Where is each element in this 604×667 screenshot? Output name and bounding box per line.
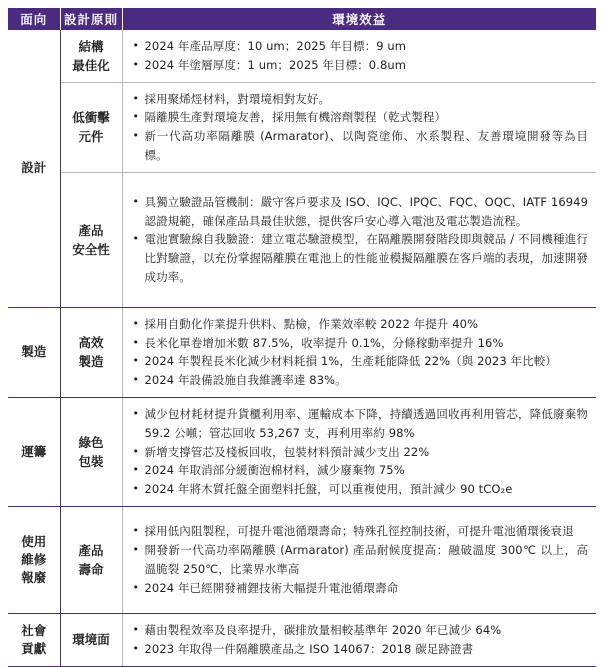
- benefit-cell: [122, 506, 596, 613]
- list-item: • 新一代高功率隔離膜 (Armarator)、以陶瓷塗佈、水系製程、友善環境開發等為目標。: [133, 127, 589, 165]
- principle-structure-optimization: 結構 最佳化: [60, 30, 122, 82]
- list-item: • 採用自動化作業提升供料、點檢，作業效率較 2022 年提升 40%: [133, 315, 589, 334]
- table-row: [8, 506, 596, 613]
- category-design: 設計: [8, 30, 60, 307]
- table-row: [8, 397, 596, 506]
- header-principle: 設計原則: [60, 8, 122, 30]
- list-item: • 減少包材耗材提升貨櫃利用率、運輸成本下降，持續透過回收再利用管芯，降低廢棄物 59.2 公噸；管芯回收 53,267 支，再利用率約 98%: [133, 405, 589, 443]
- principle-efficient-manufacturing: 高效 製造: [60, 307, 122, 397]
- list-item: • 2024 年製程長米化減少材料耗損 1%，生產耗能降低 22%（與 2023 年比較）: [133, 352, 589, 371]
- principle-product-lifespan: 產品 壽命: [60, 506, 122, 613]
- list-item: • 具獨立驗證品管機制：嚴守客戶要求及 ISO、IQC、IPQC、FQC、OQC、IATF 16949 認證規範，確保產品具最佳狀態，提供客戶安心導入電池及電芯製造流程。: [133, 193, 589, 231]
- benefit-cell: [122, 30, 596, 82]
- list-item: • 藉由製程效率及良率提升，碳排放量相較基準年 2020 年已減少 64%: [133, 621, 589, 640]
- benefit-cell: [122, 613, 596, 666]
- list-item: • 2024 年塗層厚度：1 um；2025 年目標：0.8um: [133, 56, 589, 75]
- table-row: [8, 82, 596, 172]
- list-item: • 採用低內阻製程，可提升電池循環壽命；特殊孔徑控制技術，可提升電池循環後衰退: [133, 522, 589, 541]
- category-use-maintenance-disposal: 使用 維修 報廢: [8, 506, 60, 613]
- category-social-contribution: 社會 貢獻: [8, 613, 60, 666]
- benefit-cell: [122, 82, 596, 172]
- list-item: • 2024 年已經開發補鋰技術大幅提升電池循環壽命: [133, 579, 589, 598]
- category-logistics: 運籌: [8, 397, 60, 506]
- list-item: • 2024 年設備設施自我維護率達 83%。: [133, 371, 589, 390]
- principle-product-safety: 產品 安全性: [60, 172, 122, 307]
- table-row: [8, 613, 596, 666]
- table-row: [8, 307, 596, 397]
- principle-green-packaging: 綠色 包裝: [60, 397, 122, 506]
- category-manufacturing: 製造: [8, 307, 60, 397]
- list-item: • 2023 年取得一件隔離膜產品之 ISO 14067：2018 碳足跡證書: [133, 640, 589, 659]
- list-item: • 長米化單卷增加米數 87.5%，收率提升 0.1%，分條稼動率提升 16%: [133, 334, 589, 353]
- environmental-benefits-table: [8, 8, 596, 667]
- benefit-cell: [122, 172, 596, 307]
- table-row: [8, 30, 596, 82]
- list-item: • 2024 年產品厚度：10 um；2025 年目標：9 um: [133, 37, 589, 56]
- list-item: • 採用聚烯烴材料，對環境相對友好。: [133, 90, 589, 109]
- list-item: • 隔離膜生產對環境友善，採用無有機溶劑製程（乾式製程）: [133, 108, 589, 127]
- principle-environmental: 環境面: [60, 613, 122, 666]
- benefit-cell: [122, 307, 596, 397]
- principle-low-impact-component: 低衝擊 元件: [60, 82, 122, 172]
- header-row: [8, 8, 596, 30]
- benefit-cell: [122, 397, 596, 506]
- list-item: • 開發新一代高功率隔離膜 (Armarator) 產品耐候度提高：融破溫度 300℃ 以上，高溫脆裂 250℃，比業界水準高: [133, 541, 589, 579]
- table-row: [8, 172, 596, 307]
- header-aspect: 面向: [8, 8, 60, 30]
- list-item: • 新增支撐管芯及棧板回收，包裝材料預計減少支出 22%: [133, 443, 589, 462]
- environmental-benefits-table-wrapper: [8, 8, 596, 667]
- list-item: • 電池實驗線自我驗證：建立電芯驗證模型，在隔離膜開發階段即與競品 / 不同機種進行比對驗證，以充份掌握隔離膜在電池上的性能並模擬隔離膜在客戶端的表現，加速開發成功率。: [133, 230, 589, 286]
- list-item: • 2024 年將木質托盤全面塑料托盤，可以重複使用，預計減少 90 tCO₂e: [133, 480, 589, 499]
- header-benefit: 環境效益: [122, 8, 596, 30]
- list-item: • 2024 年取消部分緩衝泡棉材料，減少廢棄物 75%: [133, 461, 589, 480]
